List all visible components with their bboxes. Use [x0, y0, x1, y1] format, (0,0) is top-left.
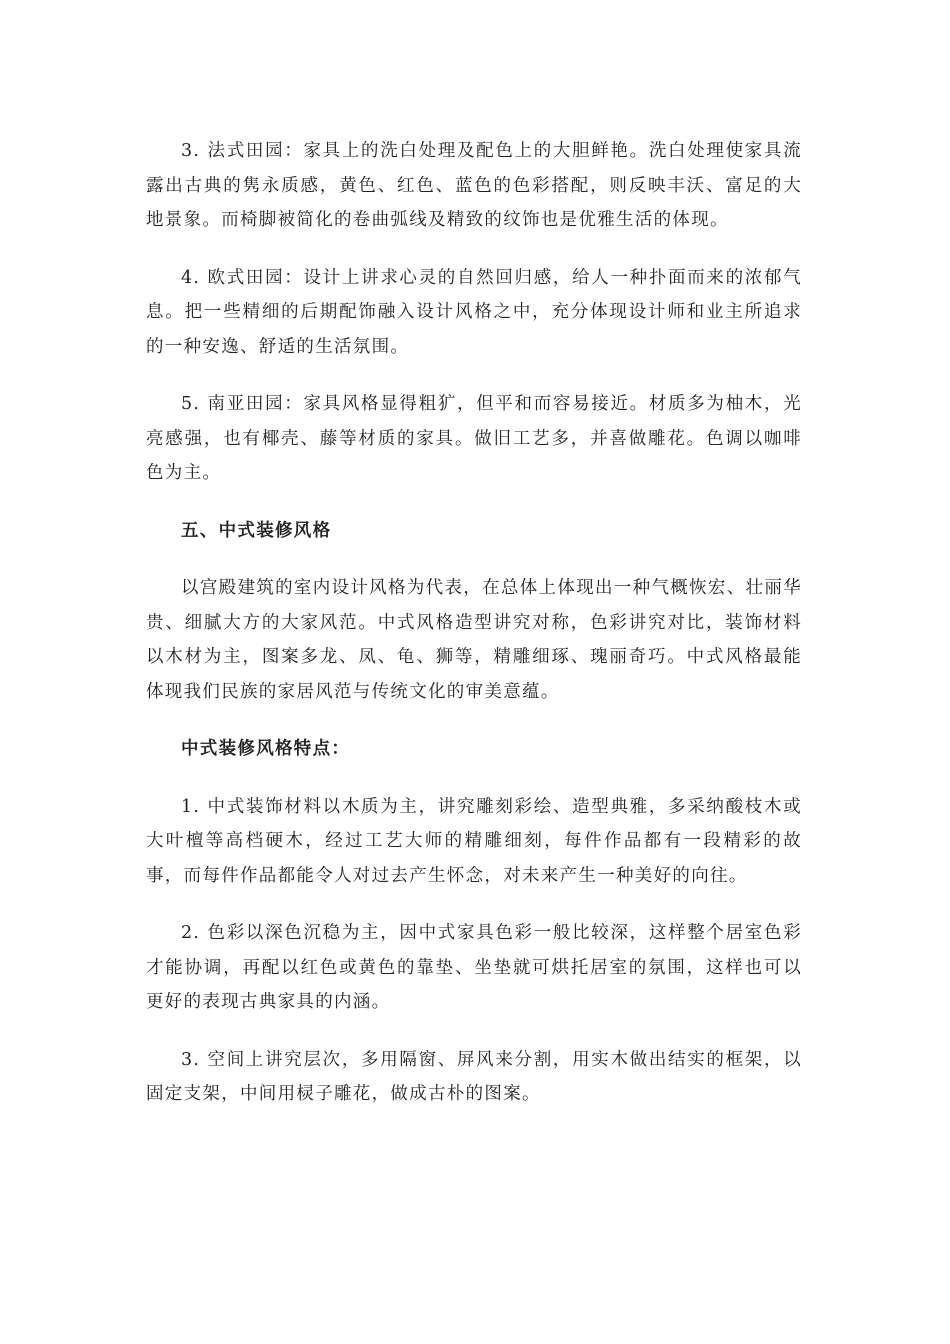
paragraph-gap: [146, 364, 802, 387]
document-body: [146, 134, 802, 1112]
paragraph-french-pastoral: 3. 法式田园：家具上的洗白处理及配色上的大胆鲜艳。洗白处理使家具流露出古典的隽永质感，黄色、红色、蓝色的色彩搭配，则反映丰沃、富足的大地景象。而椅脚被简化的卷曲弧线及精致的纹饰也是优雅生活的体现。: [146, 141, 802, 230]
section-heading-chinese-style: 五、中式装修风格: [181, 520, 332, 541]
paragraph-gap: [146, 238, 802, 261]
paragraph-feature-colors: 2. 色彩以深色沉稳为主，因中式家具色彩一般比较深，这样整个居室色彩才能协调，再配以红色或黄色的靠垫、坐垫就可烘托居室的氛围，这样也可以更好的表现古典家具的内涵。: [146, 923, 802, 1012]
paragraph-gap: [146, 709, 802, 732]
paragraph-south-asian-pastoral: 5. 南亚田园：家具风格显得粗犷，但平和而容易接近。材质多为柚木，光亮感强，也有椰壳、藤等材质的家具。做旧工艺多，并喜做雕花。色调以咖啡色为主。: [146, 394, 802, 483]
paragraph-gap: [146, 1020, 802, 1043]
paragraph-gap: [146, 767, 802, 790]
paragraph-european-pastoral: 4. 欧式田园：设计上讲求心灵的自然回归感，给人一种扑面而来的浓郁气息。把一些精细的后期配饰融入设计风格之中，充分体现设计师和业主所追求的一种安逸、舒适的生活氛围。: [146, 267, 802, 357]
subheading-chinese-style-features: 中式装修风格特点：: [181, 739, 351, 759]
paragraph-feature-space: 3. 空间上讲究层次，多用隔窗、屏风来分割，用实木做出结实的框架，以固定支架，中间用棂子雕花，做成古朴的图案。: [146, 1049, 802, 1104]
paragraph-gap: [146, 893, 802, 916]
paragraph-feature-materials: 1. 中式装饰材料以木质为主，讲究雕刻彩绘、造型典雅，多采纳酸枝木或大叶檀等高档硬木，经过工艺大师的精雕细刻，每件作品都有一段精彩的故事，而每件作品都能令人对过去产生怀念，对未来产生一种美好的向往。: [146, 796, 802, 886]
paragraph-chinese-style-intro: 以宫殿建筑的室内设计风格为代表，在总体上体现出一种气概恢宏、壮丽华贵、细腻大方的大家风范。中式风格造型讲究对称，色彩讲究对比，装饰材料以木材为主，图案多龙、凤、龟、狮等，精雕细琢、瑰丽奇巧。中式风格最能体现我们民族的家居风范与传统文化的审美意蕴。: [146, 578, 802, 702]
paragraph-gap: [146, 548, 802, 571]
paragraph-gap: [146, 491, 802, 514]
